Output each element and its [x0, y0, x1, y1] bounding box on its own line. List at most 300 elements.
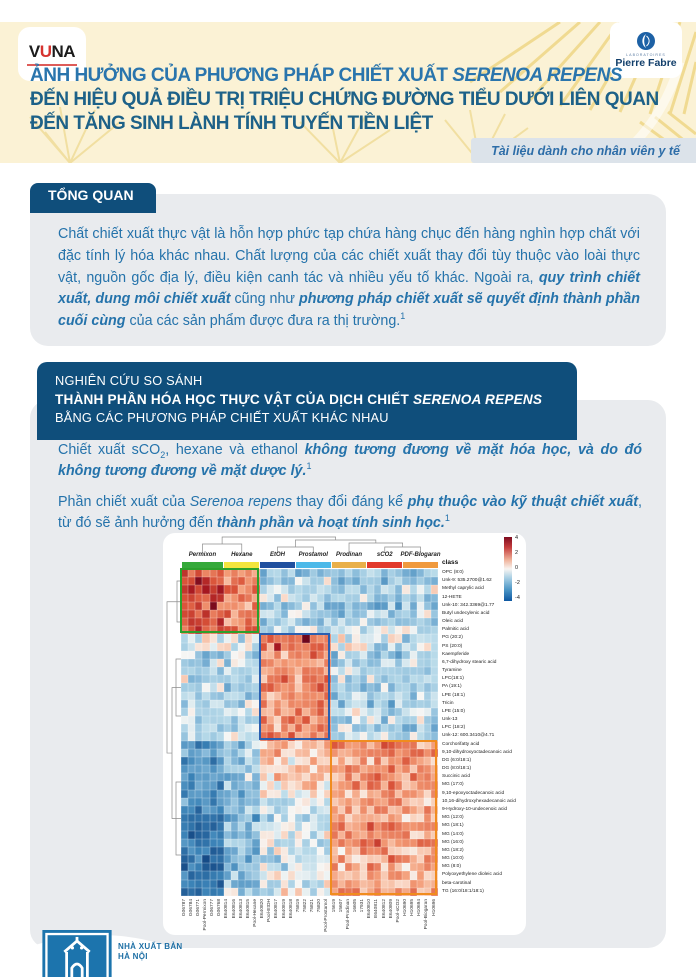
heatmap-cell [310, 798, 317, 806]
heatmap-cell [181, 700, 188, 708]
heatmap-cell [352, 708, 359, 716]
heatmap-cell [202, 667, 209, 675]
heatmap-cell [267, 569, 274, 577]
heatmap-cell [224, 757, 231, 765]
heatmap-cell [217, 822, 224, 830]
heatmap-cell [202, 806, 209, 814]
heatmap-cell [367, 602, 374, 610]
heatmap-cell [352, 659, 359, 667]
heatmap-cell [310, 806, 317, 814]
row-label: Unk-12: 600.3410@4.71 [442, 733, 495, 739]
heatmap-cell [188, 863, 195, 871]
sample-label: E640812 [381, 899, 387, 919]
heatmap-cell [181, 790, 188, 798]
heatmap-cell [295, 806, 302, 814]
heatmap-cell [331, 610, 338, 618]
heatmap-cell [317, 831, 324, 839]
heatmap-cell [367, 594, 374, 602]
heatmap-cell [388, 569, 395, 577]
heatmap-cell [410, 585, 417, 593]
heatmap-cell [281, 749, 288, 757]
heatmap-cell [202, 708, 209, 716]
heatmap-cell [224, 692, 231, 700]
heatmap-cell [245, 634, 252, 642]
heatmap-cell [302, 822, 309, 830]
heatmap-cell [281, 773, 288, 781]
heatmap-cell [245, 659, 252, 667]
heatmap-cell [302, 749, 309, 757]
heatmap-cell [202, 855, 209, 863]
heatmap-cell [281, 880, 288, 888]
heatmap-cell [202, 659, 209, 667]
heatmap-cell [224, 667, 231, 675]
heatmap-cell [188, 716, 195, 724]
heatmap-cell [267, 610, 274, 618]
heatmap-cell [388, 618, 395, 626]
heatmap-cell [360, 667, 367, 675]
heatmap-cell [374, 585, 381, 593]
heatmap-cell [231, 749, 238, 757]
heatmap-cell [331, 569, 338, 577]
heatmap-cell [381, 602, 388, 610]
heatmap-cell [210, 798, 217, 806]
heatmap-cell [410, 610, 417, 618]
heatmap-cell [367, 577, 374, 585]
heatmap-cell [224, 765, 231, 773]
heatmap-cell [231, 839, 238, 847]
heatmap-cell [195, 863, 202, 871]
row-label: LPC(18:1) [442, 676, 464, 682]
heatmap-cell [181, 765, 188, 773]
heatmap-cell [245, 757, 252, 765]
heatmap-cell [381, 700, 388, 708]
heatmap-cell [224, 847, 231, 855]
row-label: PG (20:2) [442, 635, 463, 641]
heatmap-cell [195, 765, 202, 773]
heatmap-cell [402, 577, 409, 585]
heatmap-cell [317, 814, 324, 822]
heatmap-cell [224, 790, 231, 798]
heatmap-cell [395, 594, 402, 602]
heatmap-cell [224, 822, 231, 830]
heatmap-cell [324, 577, 331, 585]
heatmap-cell [188, 888, 195, 896]
sample-label: 75821 [310, 899, 316, 913]
heatmap-cell [381, 716, 388, 724]
row-label: MG (17:0) [442, 782, 464, 788]
heatmap-cell [281, 790, 288, 798]
heatmap-cell [317, 749, 324, 757]
heatmap-cell [302, 741, 309, 749]
heatmap-cell [188, 765, 195, 773]
heatmap-cell [202, 798, 209, 806]
heatmap-cell [195, 675, 202, 683]
heatmap-cell [331, 585, 338, 593]
heatmap-cell [181, 741, 188, 749]
heatmap-cell [352, 585, 359, 593]
heatmap-cell [245, 667, 252, 675]
heatmap-cell [374, 626, 381, 634]
heatmap-cell [224, 855, 231, 863]
row-label: Unk-13 [442, 717, 458, 723]
heatmap-cell [410, 602, 417, 610]
heatmap-cell [260, 781, 267, 789]
heatmap-cell [395, 692, 402, 700]
heatmap-cell [217, 888, 224, 896]
heatmap-cell [317, 585, 324, 593]
heatmap-cell [424, 651, 431, 659]
heatmap-cell [202, 790, 209, 798]
heatmap-cell [295, 749, 302, 757]
heatmap-cell [260, 773, 267, 781]
heatmap-cell [317, 855, 324, 863]
heatmap-cell [338, 610, 345, 618]
heatmap-cell [188, 700, 195, 708]
heatmap-cell [310, 765, 317, 773]
heatmap-cell [317, 765, 324, 773]
heatmap-cell [295, 847, 302, 855]
band-segment [332, 562, 367, 568]
heatmap-cell [410, 716, 417, 724]
heatmap-cell [181, 716, 188, 724]
heatmap-cell [210, 716, 217, 724]
heatmap-cell [238, 675, 245, 683]
heatmap-cell [267, 831, 274, 839]
heatmap-cell [274, 749, 281, 757]
heatmap-cell [210, 708, 217, 716]
heatmap-cell [424, 716, 431, 724]
heatmap-cell [245, 741, 252, 749]
study-banner [37, 362, 577, 440]
heatmap-cell [231, 814, 238, 822]
heatmap-cell [181, 773, 188, 781]
heatmap-cell [281, 888, 288, 896]
text-segment: 1 [306, 461, 312, 472]
heatmap-cell [317, 610, 324, 618]
heatmap-cell [431, 585, 438, 593]
heatmap-cell [267, 863, 274, 871]
heatmap-cell [410, 700, 417, 708]
heatmap-cell [295, 888, 302, 896]
heatmap-cell [302, 765, 309, 773]
sample-label: E640817 [274, 899, 280, 919]
heatmap-cell [260, 798, 267, 806]
heatmap-cell [274, 871, 281, 879]
heatmap-cell [388, 700, 395, 708]
sample-label: G06787 [181, 899, 187, 917]
row-label: Tyramine [442, 668, 462, 674]
study-banner-line-1: NGHIÊN CỨU SO SÁNH [55, 373, 203, 388]
heatmap-cell [210, 790, 217, 798]
heatmap-cell [345, 716, 352, 724]
heatmap-cell [274, 798, 281, 806]
heatmap-cell [424, 683, 431, 691]
heatmap-cell [352, 683, 359, 691]
row-label: MG (16:0) [442, 839, 464, 845]
heatmap-cell [181, 634, 188, 642]
heatmap-cell [417, 610, 424, 618]
heatmap-cell [224, 781, 231, 789]
heatmap-cell [217, 741, 224, 749]
heatmap-cell [345, 634, 352, 642]
heatmap-cell [188, 757, 195, 765]
heatmap-cell [224, 814, 231, 822]
heatmap-cell [310, 773, 317, 781]
heatmap-cell [317, 781, 324, 789]
heatmap-cell [281, 765, 288, 773]
sample-label: Pool-Biogaran [424, 899, 430, 930]
heatmap-cell [188, 855, 195, 863]
heatmap-cell [260, 569, 267, 577]
heatmap-cell [267, 839, 274, 847]
heatmap-cell [410, 708, 417, 716]
heatmap-cell [402, 651, 409, 659]
heatmap-cell [231, 643, 238, 651]
heatmap-cell [395, 585, 402, 593]
heatmap-cell [231, 757, 238, 765]
heatmap-cell [245, 863, 252, 871]
heatmap-cell [395, 675, 402, 683]
heatmap-cell [231, 773, 238, 781]
text-segment: của các sản phẩm được đưa ra thị trường. [125, 313, 401, 330]
heatmap-grid [181, 569, 439, 897]
heatmap-cell [310, 839, 317, 847]
row-label: Tricin [442, 700, 454, 706]
heatmap-cell [417, 675, 424, 683]
heatmap-cell [274, 610, 281, 618]
heatmap-cell [238, 863, 245, 871]
heatmap-cell [360, 602, 367, 610]
text-segment: phụ thuộc vào kỹ thuật chiết xuất [407, 494, 639, 510]
heatmap-cell [260, 790, 267, 798]
heatmap-cell [367, 708, 374, 716]
text-segment: Phần chiết xuất của [58, 494, 190, 510]
heatmap-cell [338, 585, 345, 593]
heatmap-cell [360, 716, 367, 724]
heatmap-cell [302, 594, 309, 602]
heatmap-cell [202, 643, 209, 651]
heatmap-cell [288, 741, 295, 749]
group-label: Hexane [231, 552, 253, 558]
heatmap-cell [317, 888, 324, 896]
heatmap-cell [245, 683, 252, 691]
heatmap-cell [245, 847, 252, 855]
text-segment: 2 [160, 449, 166, 460]
heatmap-cell [245, 765, 252, 773]
colorbar-tick: 4 [515, 535, 519, 541]
heatmap-cell [238, 749, 245, 757]
heatmap-cell [431, 716, 438, 724]
heatmap-cell [202, 880, 209, 888]
heatmap-cell [217, 855, 224, 863]
heatmap-cell [202, 651, 209, 659]
heatmap-cell [338, 602, 345, 610]
heatmap-cell [188, 880, 195, 888]
heatmap-cell [202, 749, 209, 757]
heatmap-cell [195, 839, 202, 847]
heatmap-cell [345, 700, 352, 708]
heatmap-cell [288, 831, 295, 839]
heatmap-cell [310, 618, 317, 626]
heatmap-cell [302, 773, 309, 781]
heatmap-cell [345, 569, 352, 577]
heatmap-cell [352, 569, 359, 577]
heatmap-cell [202, 741, 209, 749]
heatmap-cell [231, 683, 238, 691]
heatmap-cell [217, 683, 224, 691]
heatmap-cell [310, 814, 317, 822]
heatmap-cell [210, 683, 217, 691]
row-dendrogram [164, 569, 181, 897]
row-label: LPE (15:0) [442, 708, 465, 714]
heatmap-cell [402, 634, 409, 642]
heatmap-cell [360, 724, 367, 732]
sample-label: H10696 [431, 899, 437, 916]
sample-label: 15607 [338, 899, 344, 913]
heatmap-cell [238, 765, 245, 773]
heatmap-cell [345, 692, 352, 700]
heatmap-cell [217, 863, 224, 871]
heatmap-cell [252, 765, 259, 773]
heatmap-cell [352, 618, 359, 626]
heatmap-cell [417, 683, 424, 691]
heatmap-cell [181, 643, 188, 651]
heatmap-cell [331, 675, 338, 683]
heatmap-cell [181, 724, 188, 732]
heatmap-cell [381, 634, 388, 642]
heatmap-cell [281, 814, 288, 822]
heatmap-cell [360, 643, 367, 651]
header-banner [0, 22, 696, 163]
heatmap-cell [417, 569, 424, 577]
heatmap-cell [181, 757, 188, 765]
heatmap-cell [352, 577, 359, 585]
heatmap-cell [288, 781, 295, 789]
heatmap-cell [231, 831, 238, 839]
heatmap-cell [217, 798, 224, 806]
heatmap-cell [360, 569, 367, 577]
sample-label: E640819 [281, 899, 287, 919]
heatmap-cell [210, 651, 217, 659]
heatmap-cell [317, 839, 324, 847]
heatmap-cell [310, 781, 317, 789]
heatmap-cell [402, 683, 409, 691]
heatmap-cell [274, 863, 281, 871]
heatmap-cell [317, 863, 324, 871]
pierre-fabre-laboratoires: LABORATOIRES [626, 53, 666, 57]
heatmap-cell [345, 724, 352, 732]
heatmap-cell [360, 585, 367, 593]
heatmap-cell [210, 847, 217, 855]
heatmap-cell [260, 594, 267, 602]
sample-label: 17931 [360, 899, 366, 913]
heatmap-cell [424, 634, 431, 642]
heatmap-cell [388, 610, 395, 618]
sample-label: E640818 [288, 899, 294, 919]
heatmap-cell [231, 700, 238, 708]
heatmap-cell [288, 569, 295, 577]
heatmap-cell [210, 765, 217, 773]
heatmap-cell [338, 683, 345, 691]
heatmap-cell [288, 610, 295, 618]
colorbar-tick: -4 [515, 595, 520, 601]
heatmap-cell [410, 634, 417, 642]
heatmap-cell [202, 675, 209, 683]
text-segment: thay đổi đáng kể [292, 494, 408, 510]
heatmap-cell [345, 594, 352, 602]
highlight-box [180, 568, 259, 633]
heatmap-cell [431, 577, 438, 585]
heatmap-cell [281, 831, 288, 839]
heatmap-cell [231, 675, 238, 683]
heatmap-cell [281, 757, 288, 765]
heatmap-cell [252, 798, 259, 806]
heatmap-cell [367, 626, 374, 634]
heatmap-cell [210, 692, 217, 700]
heatmap-cell [267, 814, 274, 822]
heatmap-cell [345, 651, 352, 659]
heatmap-cell [274, 806, 281, 814]
row-label: MG (14:0) [442, 831, 464, 837]
heatmap-cell [410, 643, 417, 651]
heatmap-cell [188, 781, 195, 789]
heatmap-cell [231, 847, 238, 855]
heatmap-cell [252, 781, 259, 789]
heatmap-cell [295, 781, 302, 789]
text-segment: , hexane và ethanol [165, 442, 305, 458]
heatmap-cell [274, 814, 281, 822]
heatmap-cell [402, 708, 409, 716]
pierre-fabre-name: Pierre Fabre [615, 57, 677, 69]
heatmap-cell [252, 814, 259, 822]
heatmap-cell [210, 880, 217, 888]
heatmap-cell [224, 683, 231, 691]
heatmap-cell [302, 610, 309, 618]
row-label: MG (18:1) [442, 823, 464, 829]
heatmap-cell [210, 675, 217, 683]
heatmap-cell [210, 781, 217, 789]
heatmap-cell [281, 839, 288, 847]
heatmap-cell [245, 790, 252, 798]
heatmap-cell [295, 594, 302, 602]
heatmap-cell [181, 651, 188, 659]
heatmap-cell [295, 618, 302, 626]
heatmap-cell [238, 806, 245, 814]
heatmap-cell [195, 667, 202, 675]
heatmap-cell [288, 602, 295, 610]
text-segment: quy trình chiết xuất, dung môi chiết xuất [58, 269, 640, 308]
heatmap-cell [238, 716, 245, 724]
colorbar [504, 537, 512, 601]
heatmap-cell [317, 798, 324, 806]
heatmap-cell [274, 602, 281, 610]
heatmap-cell [188, 634, 195, 642]
sample-label: G06777 [210, 899, 216, 917]
heatmap-cell [202, 683, 209, 691]
heatmap-cell [224, 643, 231, 651]
heatmap-cell [245, 643, 252, 651]
heatmap-cell [310, 577, 317, 585]
heatmap-cell [231, 888, 238, 896]
highlight-box [259, 633, 331, 739]
heatmap-cell [381, 675, 388, 683]
heatmap-cell [217, 839, 224, 847]
heatmap-cell [310, 569, 317, 577]
heatmap-cell [424, 708, 431, 716]
heatmap-cell [274, 569, 281, 577]
heatmap-cell [302, 871, 309, 879]
heatmap-cell [288, 594, 295, 602]
